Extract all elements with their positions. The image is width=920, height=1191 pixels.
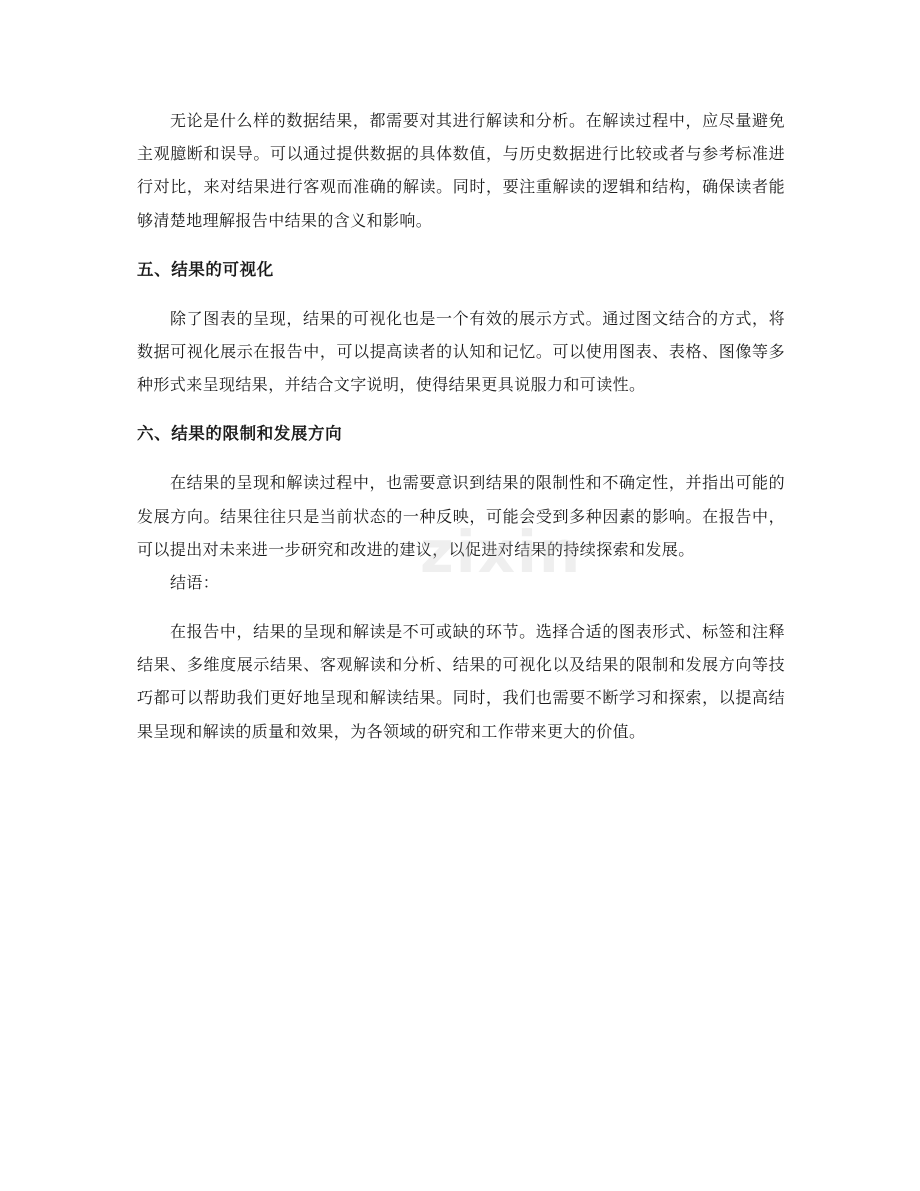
section-heading-visualization: 五、结果的可视化 — [137, 259, 274, 279]
document-body — [137, 104, 785, 748]
paragraph-interpretation: 无论是什么样的数据结果，都需要对其进行解读和分析。在解读过程中，应尽量避免主观臆断和误导。可以通过提供数据的具体数值，与历史数据进行比较或者与参考标准进行对比，来对结果进行客观而准确的解读。同时，要注重解读的逻辑和结构，确保读者能够清楚地理解报告中结果的含义和影响。 — [137, 111, 785, 230]
paragraph-visualization: 除了图表的呈现，结果的可视化也是一个有效的展示方式。通过图文结合的方式，将数据可视化展示在报告中，可以提高读者的认知和记忆。可以使用图表、表格、图像等多种形式来呈现结果，并结合文字说明，使得结果更具说服力和可读性。 — [137, 308, 785, 395]
paragraph-limitations: 在结果的呈现和解读过程中，也需要意识到结果的限制性和不确定性，并指出可能的发展方向。结果往往只是当前状态的一种反映，可能会受到多种因素的影响。在报告中，可以提出对未来进一步研究和改进的建议，以促进对结果的持续探索和发展。 — [137, 473, 785, 559]
paragraph-conclusion: 在报告中，结果的呈现和解读是不可或缺的环节。选择合适的图表形式、标签和注释结果、多维度展示结果、客观解读和分析、结果的可视化以及结果的限制和发展方向等技巧都可以帮助我们更好地呈现和解读结果。同时，我们也需要不断学习和探索，以提高结果呈现和解读的质量和效果，为各领域的研究和工作带来更大的价值。 — [137, 622, 785, 741]
conclusion-label: 结语： — [170, 573, 220, 593]
section-heading-limitations: 六、结果的限制和发展方向 — [137, 424, 343, 444]
watermark: zixin — [420, 518, 583, 586]
